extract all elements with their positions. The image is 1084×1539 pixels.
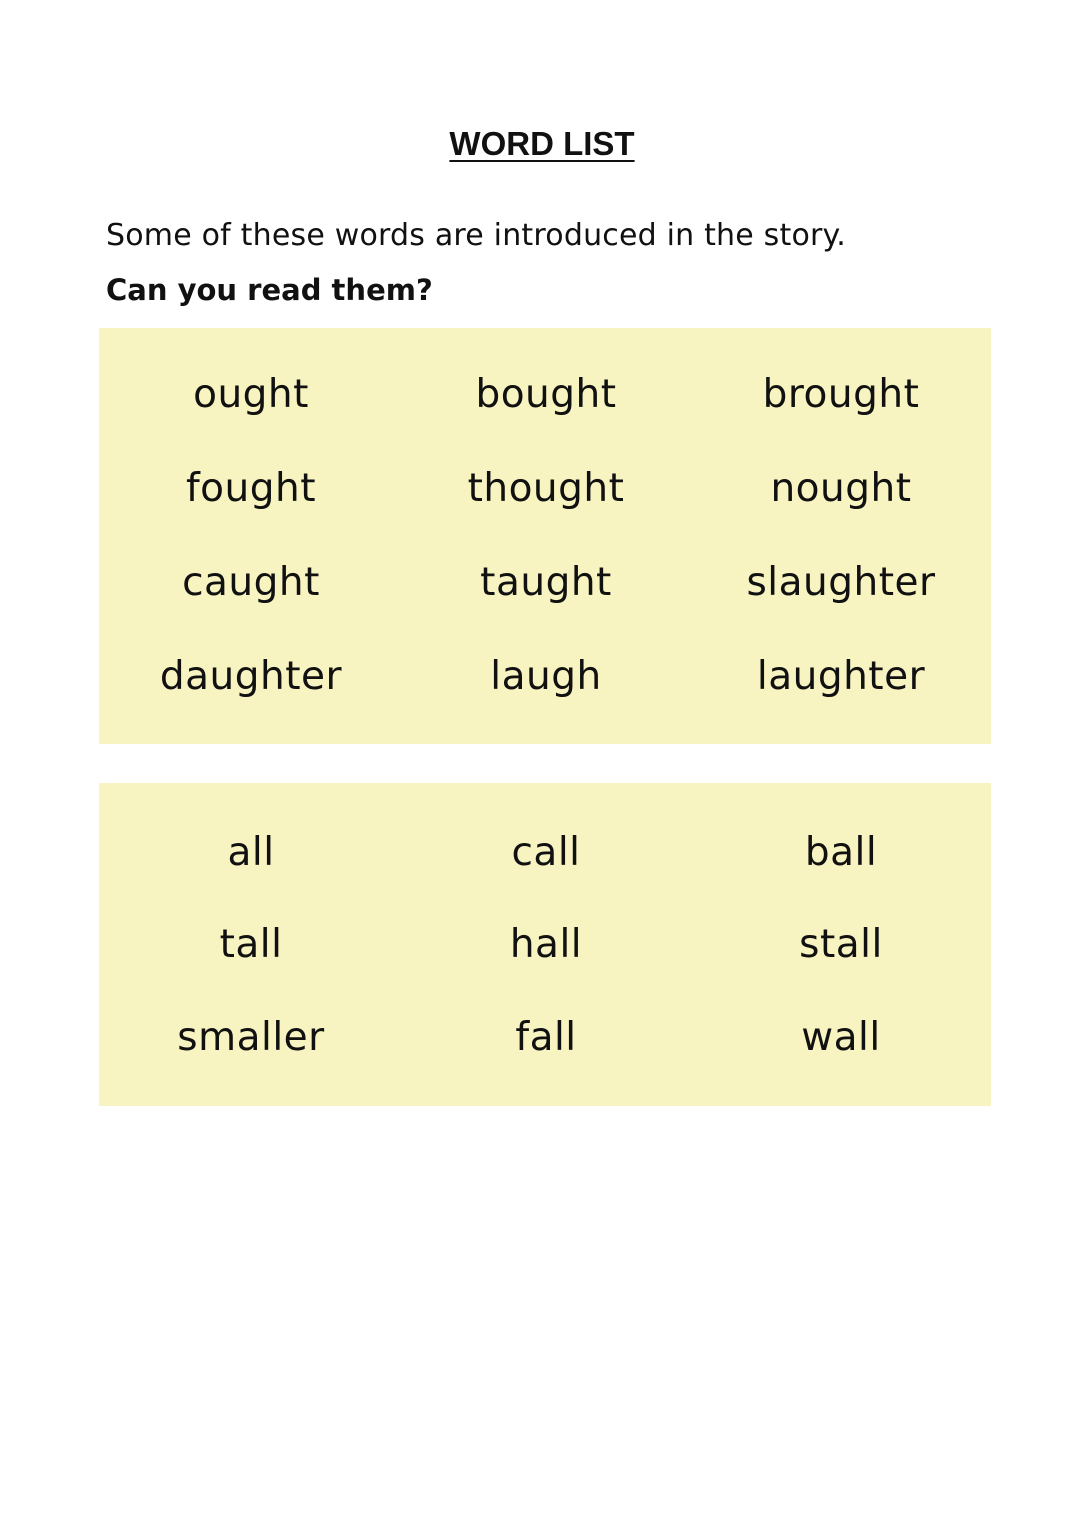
word-item: caught (182, 560, 320, 605)
question-text: Can you read them? (106, 273, 433, 307)
word-item: brought (762, 372, 920, 417)
word-item: laugh (490, 654, 602, 699)
word-item: ought (193, 372, 309, 417)
word-item: laughter (756, 654, 926, 699)
word-item: taught (480, 560, 612, 605)
word-item: daughter (159, 654, 343, 699)
word-item: ball (804, 830, 878, 875)
word-item: fought (185, 466, 317, 511)
page-title (0, 124, 1084, 164)
word-item: thought (467, 466, 625, 511)
word-item: all (227, 830, 275, 875)
page-title-text: WORD LIST (449, 125, 635, 162)
word-item: tall (219, 922, 283, 967)
word-item: hall (509, 922, 583, 967)
word-item: smaller (177, 1015, 325, 1060)
word-item: slaughter (746, 560, 936, 605)
word-item: stall (799, 922, 883, 967)
intro-text: Some of these words are introduced in the story. (106, 218, 846, 253)
word-item: wall (801, 1015, 881, 1060)
word-item: bought (475, 372, 617, 417)
word-item: call (511, 830, 581, 875)
word-item: nought (770, 466, 912, 511)
word-item: fall (515, 1015, 577, 1060)
